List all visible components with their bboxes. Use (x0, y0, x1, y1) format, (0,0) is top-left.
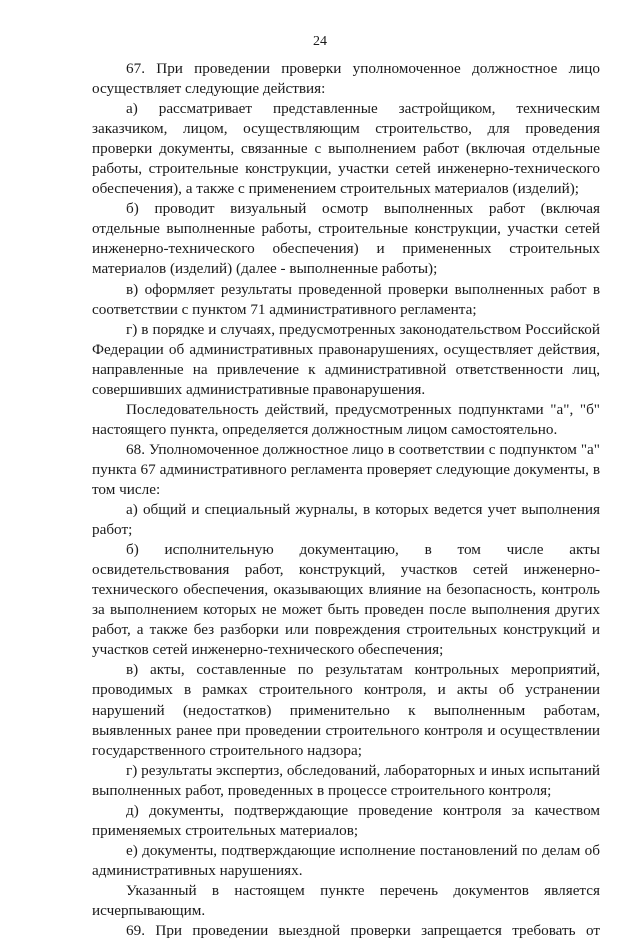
paragraph-67-intro: 67. При проведении проверки уполномоченное должностное лицо осуществляет следующие действия: (92, 60, 600, 98)
paragraph-67-g: г) в порядке и случаях, предусмотренных законодательством Российской Федерации об административных правонарушениях, осуществляет действия, направленные на привлечение к административной ответственности лиц, совершивших административные правонарушения. (92, 320, 600, 398)
page-number: 24 (313, 34, 327, 49)
paragraph-69-intro: 69. При проведении выездной проверки запрещается требовать от (126, 922, 600, 940)
paragraph-68-g: г) результаты экспертиз, обследований, лабораторных и иных испытаний выполненных работ, проведенных в процессе строительного контроля; (92, 761, 600, 799)
paragraph-67-sequence: Последовательность действий, предусмотренных подпунктами "а", "б" настоящего пункта, определяется должностным лицом самостоятельно. (92, 400, 600, 438)
paragraph-68-b: б) исполнительную документацию, в том числе акты освидетельствования работ, конструкций, участков сетей инженерно-технического обеспечения, оказывающих влияние на безопасность, контроль за выполнением которых не может быть проведен после выполнения других работ, а также без разборки или повреждения строительных конструкций и участков сетей инженерно-технического обеспечения; (92, 541, 600, 659)
paragraph-67-a: а) рассматривает представленные застройщиком, техническим заказчиком, лицом, осуществляющим строительство, для проведения проверки документы, связанные с выполнением работ (включая отдельные работы, строительные конструкции, участки сетей инженерно-технического обеспечения), а также с применением строительных материалов (изделий); (92, 100, 600, 198)
paragraph-67-b: б) проводит визуальный осмотр выполненных работ (включая отдельные выполненные работы, строительные конструкции, участки сетей инженерно-технического обеспечения) и примененных строительных материалов (изделий) (далее - выполненные работы); (92, 200, 600, 278)
paragraph-68-v: в) акты, составленные по результатам контрольных мероприятий, проводимых в рамках строительного контроля, и акты об устранении нарушений (недостатков) применительно к выполненным работам, выявленных ранее при проведении строительного контроля и осуществлении государственного строительного надзора; (92, 661, 600, 759)
paragraph-68-intro: 68. Уполномоченное должностное лицо в соответствии с подпунктом "а" пункта 67 административного регламента проверяет следующие документы, в том числе: (92, 440, 600, 498)
paragraph-67-v: в) оформляет результаты проведенной проверки выполненных работ в соответствии с пунктом 71 административного регламента; (92, 280, 600, 318)
paragraph-68-closing: Указанный в настоящем пункте перечень документов является исчерпывающим. (92, 881, 600, 919)
paragraph-68-a: а) общий и специальный журналы, в которых ведется учет выполнения работ; (92, 501, 600, 539)
paragraph-68-e: е) документы, подтверждающие исполнение постановлений по делам об административных нарушениях. (92, 841, 600, 879)
document-text (92, 59, 600, 941)
paragraph-68-d: д) документы, подтверждающие проведение контроля за качеством применяемых строительных материалов; (92, 801, 600, 839)
